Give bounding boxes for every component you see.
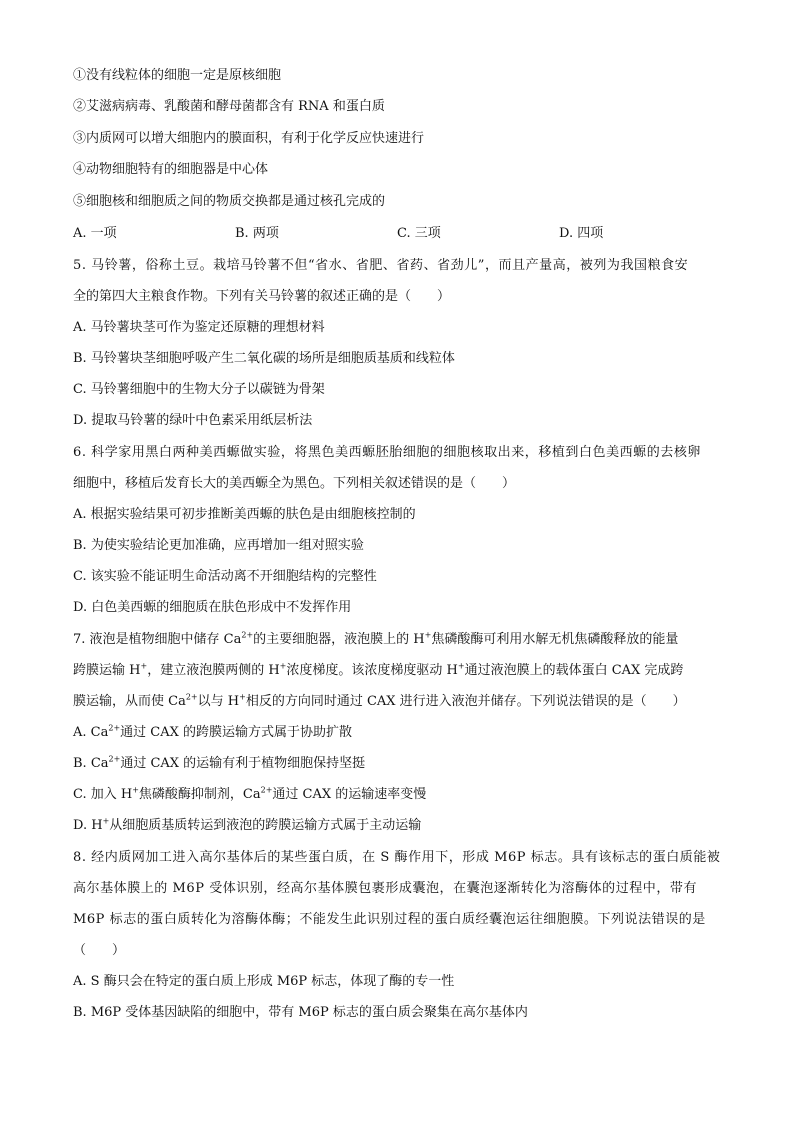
q7-option-c — [73, 787, 426, 803]
q6-option-a: A. 根据实验结果可初步推断美西螈的肤色是由细胞核控制的 — [73, 507, 416, 522]
q5-option-b: B. 马铃薯块茎细胞呼吸产生二氧化碳的场所是细胞质基质和线粒体 — [73, 351, 455, 366]
q4-option-b: B. 两项 — [235, 226, 279, 241]
q7-text: 相反的方向同时通过 CAX 进行进入液泡并储存。下列说法错误的是（ ） — [245, 694, 686, 709]
q7-text: 通过 CAX 的运输有利于植物细胞保持坚挺 — [120, 756, 366, 771]
q5-option-a: A. 马铃薯块茎可作为鉴定还原糖的理想材料 — [73, 320, 325, 335]
q8-answer-blank: （ ） — [73, 943, 126, 958]
q5-stem-line-1: 5. 马铃薯，俗称土豆。栽培马铃薯不但“省水、省肥、省药、省劲儿”，而且产量高，被列为我国粮食安 — [73, 258, 689, 273]
q7-text: 通过 CAX 的跨膜运输方式属于协助扩散 — [120, 725, 353, 740]
q7-text: 以与 H — [197, 694, 240, 709]
q7-text: 膜运输，从而使 Ca — [73, 694, 186, 709]
superscript: 2+ — [185, 692, 198, 702]
q7-text: 跨膜运输 H — [73, 663, 141, 678]
superscript: + — [457, 661, 465, 671]
q6-stem-line-1: 6. 科学家用黑白两种美西螈做实验，将黑色美西螈胚胎细胞的细胞核取出来，移植到白色美西螈的去核卵 — [73, 445, 701, 460]
superscript: + — [132, 785, 139, 795]
q6-option-b: B. 为使实验结论更加准确，应再增加一组对照实验 — [73, 538, 364, 553]
q5-option-d: D. 提取马铃薯的绿叶中色素采用纸层析法 — [73, 413, 313, 428]
q7-text: 的主要细胞器，液泡膜上的 H — [253, 632, 425, 647]
q7-text: A. Ca — [73, 725, 109, 740]
q6-option-c: C. 该实验不能证明生命活动离不开细胞结构的完整性 — [73, 569, 377, 584]
q7-option-a — [73, 725, 352, 741]
superscript: 2+ — [260, 785, 273, 795]
statement-3: ③内质网可以增大细胞内的膜面积，有利于化学反应快速进行 — [73, 131, 425, 146]
q4-option-a: A. 一项 — [73, 226, 117, 241]
q7-text: B. Ca — [73, 756, 109, 771]
superscript: + — [424, 630, 432, 640]
q8-option-b: B. M6P 受体基因缺陷的细胞中，带有 M6P 标志的蛋白质会聚集在高尔基体内 — [73, 1005, 528, 1020]
q7-stem-line-3 — [73, 694, 686, 710]
q5-stem-line-2: 全的第四大主粮食作物。下列有关马铃薯的叙述正确的是（ ） — [73, 289, 451, 304]
q7-text: 通过液泡膜上的载体蛋白 CAX 完成跨 — [464, 663, 684, 678]
superscript: + — [102, 816, 110, 826]
statement-1: ①没有线粒体的细胞一定是原核细胞 — [73, 68, 282, 83]
q7-text: 通过 CAX 的运输速率变慢 — [272, 787, 427, 802]
q8-stem-line-2: 高尔基体膜上的 M6P 受体识别，经高尔基体膜包裹形成囊泡，在囊泡逐渐转化为溶酶体的过程中，带有 — [73, 881, 697, 896]
q8-option-a: A. S 酶只会在特定的蛋白质上形成 M6P 标志，体现了酶的专一性 — [73, 974, 455, 989]
q7-option-d — [73, 818, 421, 834]
q7-stem-line-2 — [73, 663, 683, 679]
statement-5: ⑤细胞核和细胞质之间的物质交换都是通过核孔完成的 — [73, 194, 386, 209]
q5-option-c: C. 马铃薯细胞中的生物大分子以碳链为骨架 — [73, 382, 325, 397]
q7-text: 从细胞质基质转运到液泡的跨膜运输方式属于主动运输 — [109, 818, 422, 833]
q7-text: 焦磷酸酶可利用水解无机焦磷酸释放的能量 — [431, 632, 679, 647]
q7-text: D. H — [73, 818, 103, 833]
superscript: 2+ — [108, 754, 121, 764]
q7-text: 焦磷酸酶抑制剂，Ca — [138, 787, 261, 802]
superscript: + — [140, 661, 148, 671]
q7-text: ，建立液泡膜两侧的 H — [147, 663, 280, 678]
q4-option-c: C. 三项 — [397, 226, 441, 241]
superscript: + — [279, 661, 287, 671]
q7-stem-line-1 — [73, 632, 678, 648]
q7-text: 7. 液泡是植物细胞中储存 Ca — [73, 632, 242, 647]
q6-stem-line-2: 细胞中，移植后发育长大的美西螈全为黑色。下列相关叙述错误的是（ ） — [73, 476, 516, 491]
superscript: + — [239, 692, 246, 702]
statement-4: ④动物细胞特有的细胞器是中心体 — [73, 162, 269, 177]
superscript: 2+ — [108, 723, 121, 733]
q7-text: C. 加入 H — [73, 787, 133, 802]
q8-stem-line-3: M6P 标志的蛋白质转化为溶酶体酶；不能发生此识别过程的蛋白质经囊泡运往细胞膜。下列说法错误的是 — [73, 912, 706, 927]
q8-stem-line-1: 8. 经内质网加工进入高尔基体后的某些蛋白质，在 S 酶作用下，形成 M6P 标志。具有该标志的蛋白质能被 — [73, 850, 721, 865]
q7-text: 浓度梯度。该浓度梯度驱动 H — [286, 663, 458, 678]
statement-2: ②艾滋病病毒、乳酸菌和酵母菌都含有 RNA 和蛋白质 — [73, 99, 385, 114]
q4-option-d: D. 四项 — [559, 226, 604, 241]
q7-option-b — [73, 756, 365, 772]
superscript: 2+ — [241, 630, 254, 640]
q6-option-d: D. 白色美西螈的细胞质在肤色形成中不发挥作用 — [73, 600, 352, 615]
